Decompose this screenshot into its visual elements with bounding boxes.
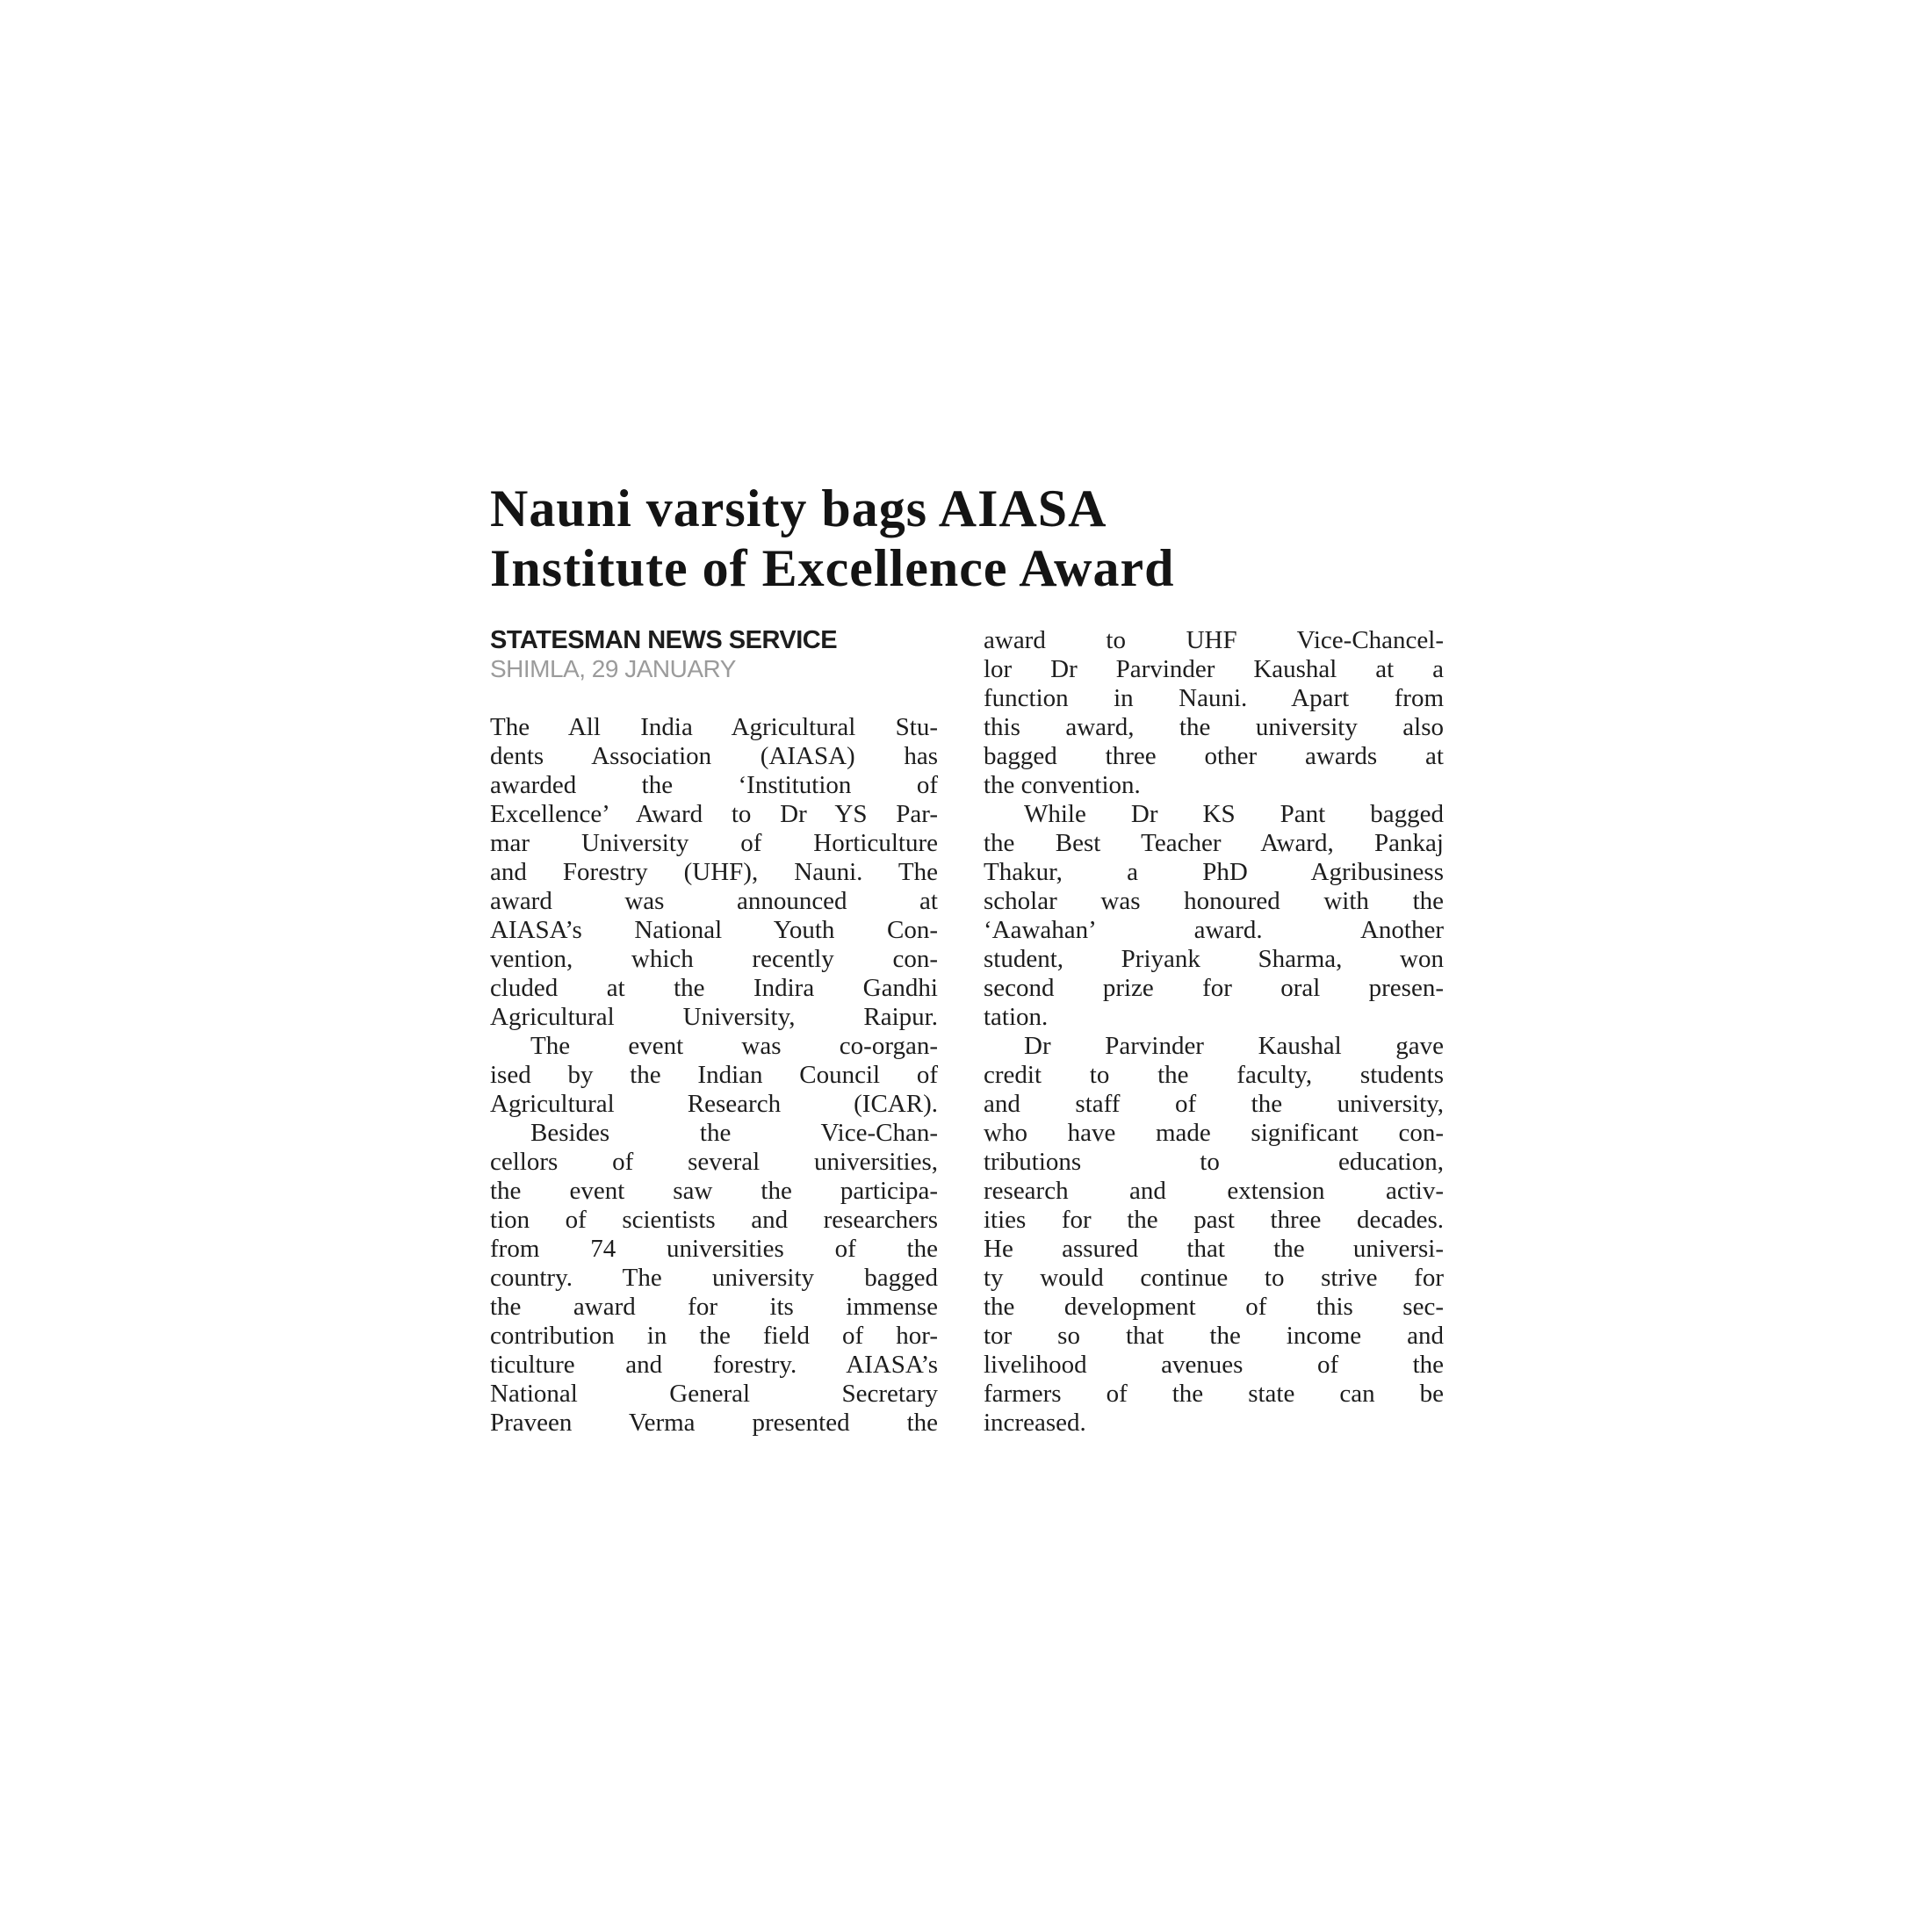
body-line: tor so that the income and [984, 1322, 1444, 1350]
article-columns [490, 626, 1444, 1438]
paragraph [984, 626, 1444, 800]
body-line: second prize for oral presen- [984, 974, 1444, 1002]
body-line: The All India Agricultural Stu- [490, 713, 938, 741]
body-line: tributions to education, [984, 1148, 1444, 1176]
byline: STATESMAN NEWS SERVICE [490, 626, 838, 654]
body-line: ities for the past three decades. [984, 1206, 1444, 1234]
body-line: student, Priyank Sharma, won [984, 945, 1444, 973]
body-line: ticulture and forestry. AIASA’s [490, 1351, 938, 1379]
body-line: vention, which recently con- [490, 945, 938, 973]
headline-line: Nauni varsity bags AIASA [490, 479, 1107, 537]
headline-line: Institute of Excellence Award [490, 539, 1175, 597]
headline [490, 479, 1444, 598]
body-line: from 74 universities of the [490, 1235, 938, 1263]
body-line: who have made significant con- [984, 1119, 1444, 1147]
article-clipping [490, 479, 1444, 1438]
body-line: contribution in the field of hor- [490, 1322, 938, 1350]
body-line: credit to the faculty, students [984, 1061, 1444, 1089]
paragraph [490, 1032, 938, 1119]
body-line: National General Secretary [490, 1380, 938, 1408]
body-line: this award, the university also [984, 713, 1444, 741]
body-line: award was announced at [490, 887, 938, 915]
body-line: The event was co-organ- [530, 1032, 938, 1060]
body-line: function in Nauni. Apart from [984, 684, 1444, 712]
body-line: Thakur, a PhD Agribusiness [984, 858, 1444, 886]
body-line: scholar was honoured with the [984, 887, 1444, 915]
body-line: and staff of the university, [984, 1090, 1444, 1118]
column-left [490, 626, 938, 1438]
body-line: AIASA’s National Youth Con- [490, 916, 938, 944]
body-line: While Dr KS Pant bagged [1024, 800, 1444, 828]
paragraph [490, 1119, 938, 1438]
body-line: award to UHF Vice-Chancel- [984, 626, 1444, 654]
body-line: dents Association (AIASA) has [490, 742, 938, 770]
body-line: awarded the ‘Institution of [490, 771, 938, 799]
body-line: and Forestry (UHF), Nauni. The [490, 858, 938, 886]
body-line: Besides the Vice-Chan- [530, 1119, 938, 1147]
paragraph [490, 713, 938, 1032]
body-line: Agricultural University, Raipur. [490, 1003, 938, 1031]
body-line: tion of scientists and researchers [490, 1206, 938, 1234]
column-1-body [490, 713, 938, 1438]
body-line: lor Dr Parvinder Kaushal at a [984, 655, 1444, 683]
column-2-body [984, 626, 1444, 1438]
body-line: increased. [984, 1409, 1086, 1437]
body-line: the development of this sec- [984, 1293, 1444, 1321]
body-line: the award for its immense [490, 1293, 938, 1321]
body-line: ty would continue to strive for [984, 1264, 1444, 1292]
body-line: Excellence’ Award to Dr YS Par- [490, 800, 938, 828]
body-line: Agricultural Research (ICAR). [490, 1090, 938, 1118]
body-line: country. The university bagged [490, 1264, 938, 1292]
body-line: the Best Teacher Award, Pankaj [984, 829, 1444, 857]
body-line: Dr Parvinder Kaushal gave [1024, 1032, 1444, 1060]
body-line: Praveen Verma presented the [490, 1409, 938, 1437]
paragraph [984, 800, 1444, 1032]
body-line: farmers of the state can be [984, 1380, 1444, 1408]
column-right [984, 626, 1444, 1438]
body-line: research and extension activ- [984, 1177, 1444, 1205]
body-line: tation. [984, 1003, 1049, 1031]
body-line: ised by the Indian Council of [490, 1061, 938, 1089]
body-line: livelihood avenues of the [984, 1351, 1444, 1379]
body-line: mar University of Horticulture [490, 829, 938, 857]
dateline: SHIMLA, 29 JANUARY [490, 655, 736, 682]
body-line: cluded at the Indira Gandhi [490, 974, 938, 1002]
body-line: the convention. [984, 771, 1141, 799]
body-line: ‘Aawahan’ award. Another [984, 916, 1444, 944]
body-line: bagged three other awards at [984, 742, 1444, 770]
body-line: cellors of several universities, [490, 1148, 938, 1176]
paragraph [984, 1032, 1444, 1438]
body-line: He assured that the universi- [984, 1235, 1444, 1263]
body-line: the event saw the participa- [490, 1177, 938, 1205]
